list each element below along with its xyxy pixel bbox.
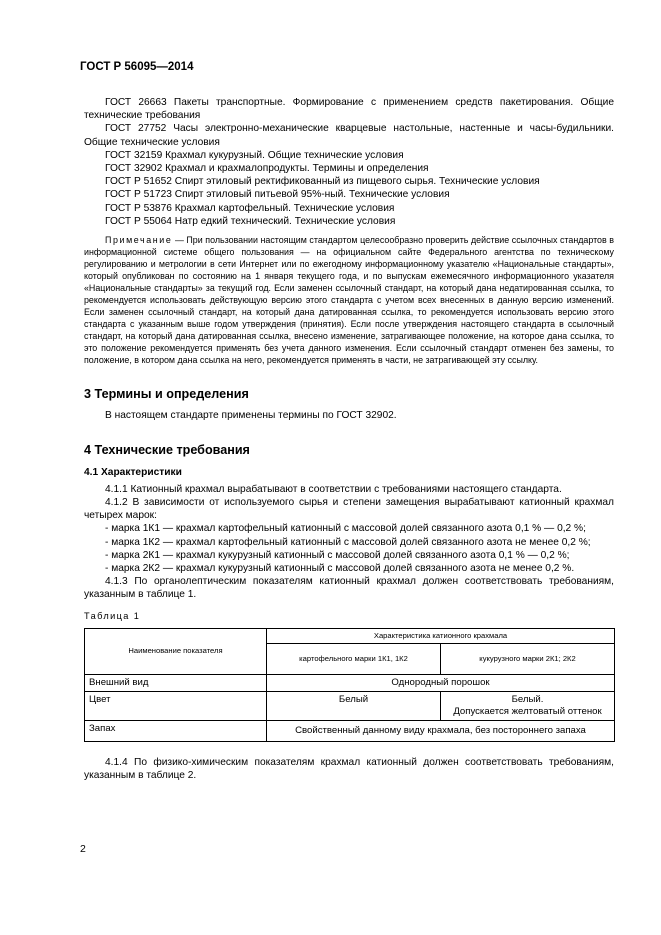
row-label-smell: Запах bbox=[85, 720, 267, 741]
row-value-color-potato: Белый bbox=[267, 691, 441, 720]
subsection-4-1-title: 4.1 Характеристики bbox=[84, 466, 182, 478]
paragraph-4-1-2: 4.1.2 В зависимости от используемого сырья и степени замещения вырабатывают катионный крахмал четырех марок: bbox=[84, 497, 614, 522]
reference-item: ГОСТ 32902 Крахмал и крахмалопродукты. Термины и определения bbox=[105, 163, 429, 175]
section-3-title: 3 Термины и определения bbox=[84, 387, 249, 402]
grade-item: - марка 1К1 — крахмал картофельный катионный с массовой долей связанного азота 0,1 % — 0,2 %; bbox=[105, 523, 586, 535]
reference-item: ГОСТ 32159 Крахмал кукурузный. Общие технические условия bbox=[105, 149, 404, 161]
header-corn: кукурузного марки 2К1; 2К2 bbox=[441, 643, 615, 674]
row-value-appearance: Однородный порошок bbox=[267, 674, 615, 691]
row-value-smell: Свойственный данному виду крахмала, без постороннего запаха bbox=[267, 720, 615, 741]
header-potato: картофельного марки 1К1, 1К2 bbox=[267, 643, 441, 674]
row-label-appearance: Внешний вид bbox=[85, 674, 267, 691]
row-label-color: Цвет bbox=[85, 691, 267, 720]
reference-item: ГОСТ Р 55064 Натр едкий технический. Технические условия bbox=[105, 215, 396, 227]
color-corn-line-1: Белый. bbox=[511, 693, 544, 705]
paragraph-4-1-1: 4.1.1 Катионный крахмал вырабатывают в соответствии с требованиями настоящего стандарта. bbox=[105, 483, 562, 495]
table-header-row bbox=[85, 628, 615, 643]
header-characteristic: Характеристика катионного крахмала bbox=[267, 628, 615, 643]
reference-item: ГОСТ 27752 Часы электронно-механические кварцевые настольные, настенные и часы-будильники. Общие технические условия bbox=[84, 123, 614, 148]
table-row bbox=[85, 691, 615, 720]
table-row bbox=[85, 674, 615, 691]
table-1 bbox=[84, 628, 615, 742]
color-corn-line-2: Допускается желтоватый оттенок bbox=[453, 705, 602, 717]
table-row bbox=[85, 720, 615, 741]
section-4-title: 4 Технические требования bbox=[84, 443, 250, 458]
paragraph-4-1-3: 4.1.3 По органолептическим показателям катионный крахмал должен соответствовать требованиям, указанным в таблице 1. bbox=[84, 576, 614, 601]
reference-item: ГОСТ Р 51723 Спирт этиловый питьевой 95%-ный. Технические условия bbox=[105, 189, 450, 201]
reference-item: ГОСТ 26663 Пакеты транспортные. Формирование с применением средств пакетирования. Общие технические требования bbox=[84, 97, 614, 122]
grade-item: - марка 1К2 — крахмал картофельный катионный с массовой долей связанного азота не менее 0,2 %; bbox=[105, 536, 591, 548]
table-1-caption: Таблица 1 bbox=[84, 610, 141, 621]
note-paragraph bbox=[84, 234, 614, 366]
document-header-code: ГОСТ Р 56095—2014 bbox=[80, 61, 194, 73]
reference-item: ГОСТ Р 51652 Спирт этиловый ректификованный из пищевого сырья. Технические условия bbox=[105, 176, 540, 188]
grade-item: - марка 2К1 — крахмал кукурузный катионный с массовой долей связанного азота 0,1 % — 0,2 %; bbox=[105, 549, 570, 561]
note-text: — При пользовании настоящим стандартом целесообразно проверить действие ссылочных стандартов в информационной системе общего пользования — на официальном сайте Федерального агентства по техническому регулированию и метрологии в сети Интернет или по ежегодному информационному указателю «Национальные стандарты», который опубликован по состоянию на 1 января текущего года, и по выпускам ежемесячного информационного указателя «Национальные стандарты» за текущий год. Если заменен ссылочный стандарт, на который дана недатированная ссылка, то рекомендуется использовать действующую версию этого стандарта с учетом всех внесенных в данную версию изменений. Если заменен ссылочный стандарт, на который дана датированная ссылка, то рекомендуется использовать версию этого стандарта с указанным выше годом утверждения (принятия). Если после утверждения настоящего стандарта в ссылочный стандарт, на который дана датированная ссылка, внесено изменение, затрагивающее положение, на которое дана ссылка, то это положение рекомендуется применять без учета данного изменения. Если ссылочный стандарт отменен без замены, то положение, в котором дана ссылка на него, рекомендуется применять в части, не затрагивающей эту ссылку. bbox=[84, 235, 614, 366]
row-value-color-corn bbox=[441, 691, 615, 720]
section-3-text: В настоящем стандарте применены термины по ГОСТ 32902. bbox=[105, 410, 397, 422]
grade-item: - марка 2К2 — крахмал кукурузный катионный с массовой долей связанного азота не менее 0,2 %. bbox=[105, 563, 575, 575]
paragraph-4-1-4: 4.1.4 По физико-химическим показателям крахмал катионный должен соответствовать требованиям, указанным в таблице 2. bbox=[84, 756, 614, 782]
header-indicator-name: Наименование показателя bbox=[85, 628, 267, 674]
reference-item: ГОСТ Р 53876 Крахмал картофельный. Технические условия bbox=[105, 202, 395, 214]
document-body bbox=[84, 96, 614, 782]
note-label: Примечание bbox=[105, 235, 173, 246]
page-number: 2 bbox=[80, 843, 86, 855]
